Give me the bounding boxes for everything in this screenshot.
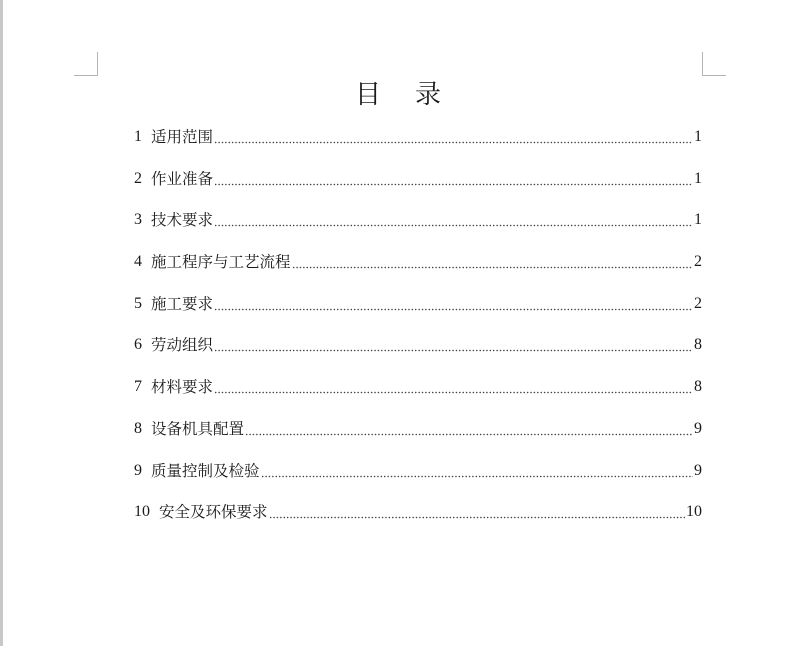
dot-leader	[269, 501, 685, 523]
toc-entry-number: 5	[134, 294, 142, 312]
toc-list	[134, 126, 702, 543]
toc-entry-title: 作业准备	[151, 169, 214, 188]
toc-entry-page: 1	[694, 169, 702, 187]
margin-corner-mark-right	[702, 52, 726, 76]
toc-entry-title: 技术要求	[151, 211, 214, 230]
toc-entry[interactable]	[134, 168, 702, 210]
toc-entry-number: 10	[134, 503, 150, 521]
dot-leader	[214, 126, 693, 148]
toc-entry-page: 1	[694, 211, 702, 229]
toc-entry-number: 8	[134, 419, 142, 437]
toc-entry[interactable]	[134, 418, 702, 460]
toc-entry-title: 设备机具配置	[151, 419, 245, 438]
toc-entry[interactable]	[134, 460, 702, 502]
toc-entry[interactable]	[134, 334, 702, 376]
toc-entry-page: 2	[694, 253, 702, 271]
toc-entry-title: 施工程序与工艺流程	[151, 253, 291, 272]
toc-entry-page: 8	[694, 336, 702, 354]
dot-leader	[214, 376, 693, 398]
toc-heading	[0, 78, 796, 112]
toc-entry-page: 2	[694, 294, 702, 312]
toc-entry-page: 10	[686, 503, 702, 521]
toc-entry-number: 2	[134, 169, 142, 187]
toc-heading-char-2: 录	[415, 80, 442, 110]
toc-entry-page: 1	[694, 128, 702, 145]
toc-entry-page: 9	[694, 461, 702, 479]
toc-entry-number: 1	[134, 128, 142, 145]
toc-entry[interactable]	[134, 293, 702, 335]
toc-entry-number: 9	[134, 461, 142, 479]
toc-entry-number: 4	[134, 253, 142, 271]
dot-leader	[214, 293, 693, 315]
toc-entry-number: 7	[134, 378, 142, 396]
toc-entry-page: 8	[694, 378, 702, 396]
toc-entry-title: 材料要求	[151, 378, 214, 397]
toc-entry[interactable]	[134, 251, 702, 293]
toc-entry-title: 劳动组织	[151, 336, 214, 355]
dot-leader	[292, 251, 693, 273]
toc-entry-title: 质量控制及检验	[151, 461, 260, 480]
toc-entry[interactable]	[134, 501, 702, 543]
margin-corner-mark-left	[74, 52, 98, 76]
toc-entry-page: 9	[694, 419, 702, 437]
toc-entry-number: 6	[134, 336, 142, 354]
toc-entry[interactable]	[134, 376, 702, 418]
dot-leader	[214, 209, 693, 231]
toc-entry-title: 施工要求	[151, 294, 214, 313]
dot-leader	[214, 334, 693, 356]
toc-entry-number: 3	[134, 211, 142, 229]
toc-entry-title: 适用范围	[151, 128, 214, 146]
dot-leader	[214, 168, 693, 190]
dot-leader	[261, 460, 693, 482]
toc-entry-title: 安全及环保要求	[159, 503, 268, 522]
dot-leader	[245, 418, 693, 440]
toc-entry[interactable]	[134, 209, 702, 251]
toc-entry[interactable]	[134, 126, 702, 168]
toc-heading-char-1: 目	[354, 80, 381, 110]
